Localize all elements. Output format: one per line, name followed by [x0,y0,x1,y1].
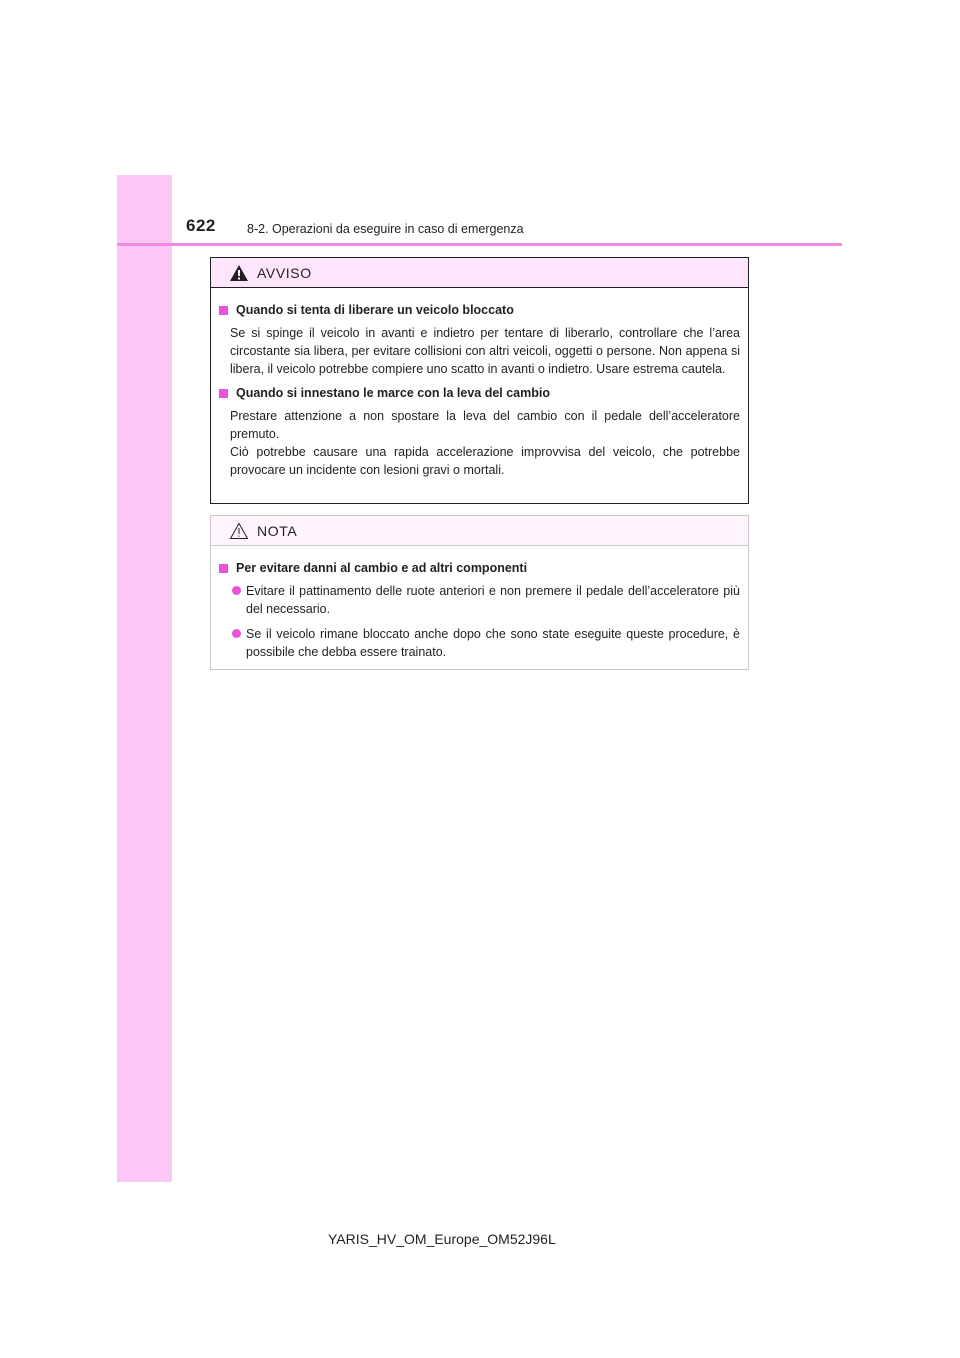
notice-bullet [230,582,740,618]
notice-label: NOTA [257,522,298,539]
warning-triangle-outline-icon [229,522,249,540]
notice-bullet-text: Se il veicolo rimane bloccato anche dopo che sono state eseguite queste procedure, è possibile che debba essere trainato. [246,627,740,659]
notice-bullet [230,625,740,661]
section-title: 8-2. Operazioni da eseguire in caso di emergenza [247,222,524,236]
notice-bullet-text: Evitare il pattinamento delle ruote anteriori e non premere il pedale dell’acceleratore più del necessario. [246,584,740,616]
notice-box [210,515,749,670]
page-number: 622 [186,216,216,235]
warning-item-title [219,385,740,402]
warning-paragraph: Prestare attenzione a non spostare la leva del cambio con il pedale dell’acceleratore premuto. [230,409,740,441]
square-bullet-icon [219,564,228,573]
notice-item-title-text: Per evitare danni al cambio e ad altri componenti [236,561,528,575]
notice-header [211,516,748,546]
warning-item-title-text: Quando si tenta di liberare un veicolo bloccato [236,303,514,317]
warning-header [211,258,748,288]
footer-code: YARIS_HV_OM_Europe_OM52J96L [328,1231,556,1247]
warning-body [211,288,748,479]
warning-paragraph: Se si spinge il veicolo in avanti e indietro per tentare di liberarlo, controllare che l’area circostante sia libera, per evitare collisioni con altri veicoli, oggetti o persone. Non appena si libera, il veicolo potrebbe compiere uno scatto in avanti o indietro. Usare estrema cautela. [230,326,740,376]
header-rule [117,243,842,246]
warning-item-title-text: Quando si innestano le marce con la leva del cambio [236,386,550,400]
warning-box [210,257,749,504]
notice-item-title [219,560,740,577]
square-bullet-icon [219,389,228,398]
notice-body [211,546,748,661]
square-bullet-icon [219,306,228,315]
side-band [117,175,172,1182]
circle-bullet-icon [232,629,241,638]
warning-triangle-filled-icon [229,264,249,282]
circle-bullet-icon [232,586,241,595]
warning-label: AVVISO [257,264,312,281]
warning-item-title [219,302,740,319]
warning-paragraph: Ciò potrebbe causare una rapida accelerazione improvvisa del veicolo, che potrebbe provocare un incidente con lesioni gravi o mortali. [230,445,740,477]
